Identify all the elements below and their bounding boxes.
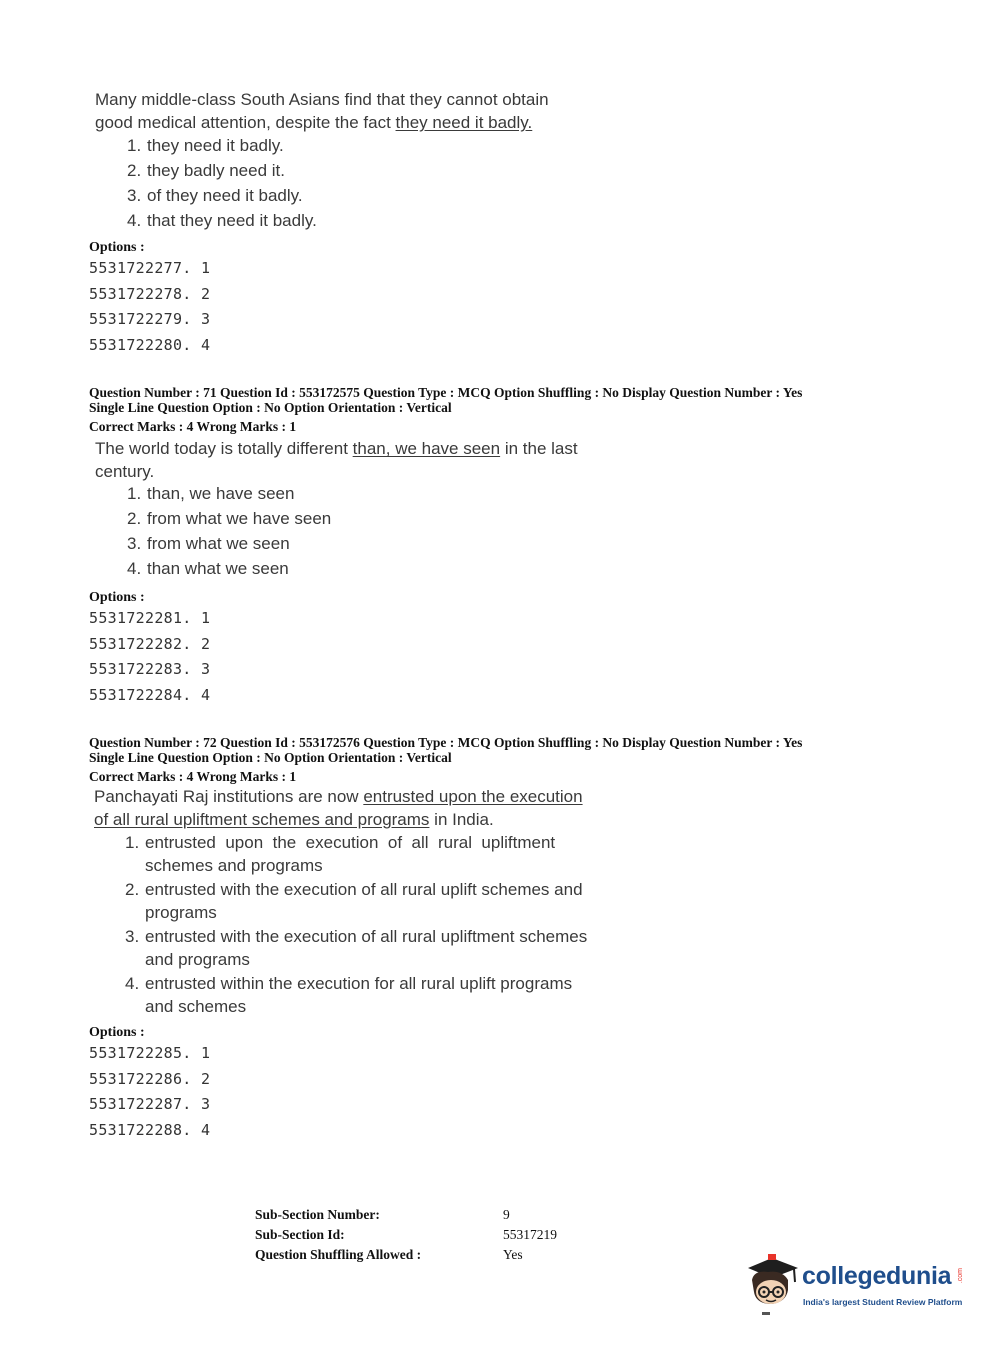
brand-name: collegedunia [802,1262,952,1290]
q72-meta-line1: Question Number : 72 Question Id : 553172576 Question Type : MCQ Option Shuffling : No Display Question Number : Yes [89,735,803,750]
brand-tagline: India's largest Student Review Platform [803,1297,963,1307]
subsection-shuffle-row [255,1247,575,1267]
q71-meta-line1: Question Number : 71 Question Id : 553172575 Question Type : MCQ Option Shuffling : No Display Question Number : Yes [89,385,803,400]
option-id-row: 5531722285. 1 [89,1044,211,1062]
q70-choice: 2. they badly need it. [127,161,285,180]
q72-choice: 3. entrusted with the execution of all rural upliftment schemes and programs [125,927,588,969]
q72-marks: Correct Marks : 4 Wrong Marks : 1 [89,769,297,784]
q72-stem-line1: Panchayati Raj institutions are now entrusted upon the execution [94,787,583,806]
option-id-row: 5531722277. 1 [89,259,211,277]
option-id-row: 5531722284. 4 [89,685,211,704]
option-id-row: 5531722280. 4 [89,335,211,354]
q71-options-label: Options : [89,590,145,605]
q70-choice: 1. they need it badly. [127,136,284,155]
q71-stem [95,437,578,483]
q71-stem-line2: century. [95,462,155,481]
subsection-id-value: 55317219 [503,1227,557,1242]
q71-choice: 1. than, we have seen [127,484,295,503]
q72-underlined-phrase: of all rural upliftment schemes and programs [94,810,430,829]
q72-choice: 1. entrusted upon the execution of all rural upliftment schemes and programs [125,833,556,875]
q72-choice: 4. entrusted within the execution for all rural uplift programs and schemes [125,974,573,1016]
q71-underlined-phrase: than, we have seen [352,439,501,458]
q70-choices [127,133,317,233]
option-id-row: 5531722288. 4 [89,1120,211,1139]
subsection-id-label: Sub-Section Id: [255,1227,345,1242]
option-id-row: 5531722281. 1 [89,609,211,627]
q72-stem-line2: of all rural upliftment schemes and programs in India. [94,810,494,829]
q72-meta-line2: Single Line Question Option : No Option Orientation : Vertical [89,750,452,765]
logo-dash [762,1312,770,1315]
q70-stem-line1: Many middle-class South Asians find that they cannot obtain [95,90,549,109]
option-id-row: 5531722278. 2 [89,284,211,303]
q72-options-label: Options : [89,1025,145,1040]
q71-stem-line1: The world today is totally different than, we have seen in the last [95,439,578,458]
q70-options-label: Options : [89,240,145,255]
q72-underlined-phrase: entrusted upon the execution [363,787,583,806]
q70-stem-line2: good medical attention, despite the fact they need it badly. [95,113,533,132]
q72-option-ids [89,1041,210,1143]
option-id-row: 5531722286. 2 [89,1069,211,1088]
subsection-number-label: Sub-Section Number: [255,1207,380,1222]
q70-stem [95,88,549,134]
q70-choice: 4. that they need it badly. [127,211,317,230]
option-id-row: 5531722287. 3 [89,1095,211,1113]
brand-suffix: .com [957,1268,964,1284]
q72-stem [94,785,583,831]
q71-choice: 3. from what we seen [127,534,290,553]
q71-option-ids [89,606,210,708]
q71-choice: 2. from what we have seen [127,509,332,528]
q71-marks: Correct Marks : 4 Wrong Marks : 1 [89,419,297,434]
q72-choice: 2. entrusted with the execution of all rural uplift schemes and programs [125,880,583,922]
subsection-shuffle-value: Yes [503,1247,523,1262]
q71-choices [127,481,331,581]
subsection-number-value: 9 [503,1207,510,1222]
q70-choice: 3. of they need it badly. [127,186,303,205]
collegedunia-logo[interactable] [742,1250,972,1320]
q71-choice: 4. than what we seen [127,559,289,578]
q70-underlined-phrase: they need it badly. [395,113,533,132]
q70-option-ids [89,256,210,358]
subsection-shuffle-label: Question Shuffling Allowed : [255,1247,422,1262]
q72-choices [125,831,603,1019]
q71-meta-line2: Single Line Question Option : No Option Orientation : Vertical [89,400,452,415]
subsection-id-row [255,1227,575,1247]
subsection-number-row [255,1207,575,1227]
option-id-row: 5531722282. 2 [89,634,211,653]
subsection-info [255,1207,575,1267]
option-id-row: 5531722283. 3 [89,660,211,678]
mascot-icon [742,1250,802,1312]
option-id-row: 5531722279. 3 [89,310,211,328]
